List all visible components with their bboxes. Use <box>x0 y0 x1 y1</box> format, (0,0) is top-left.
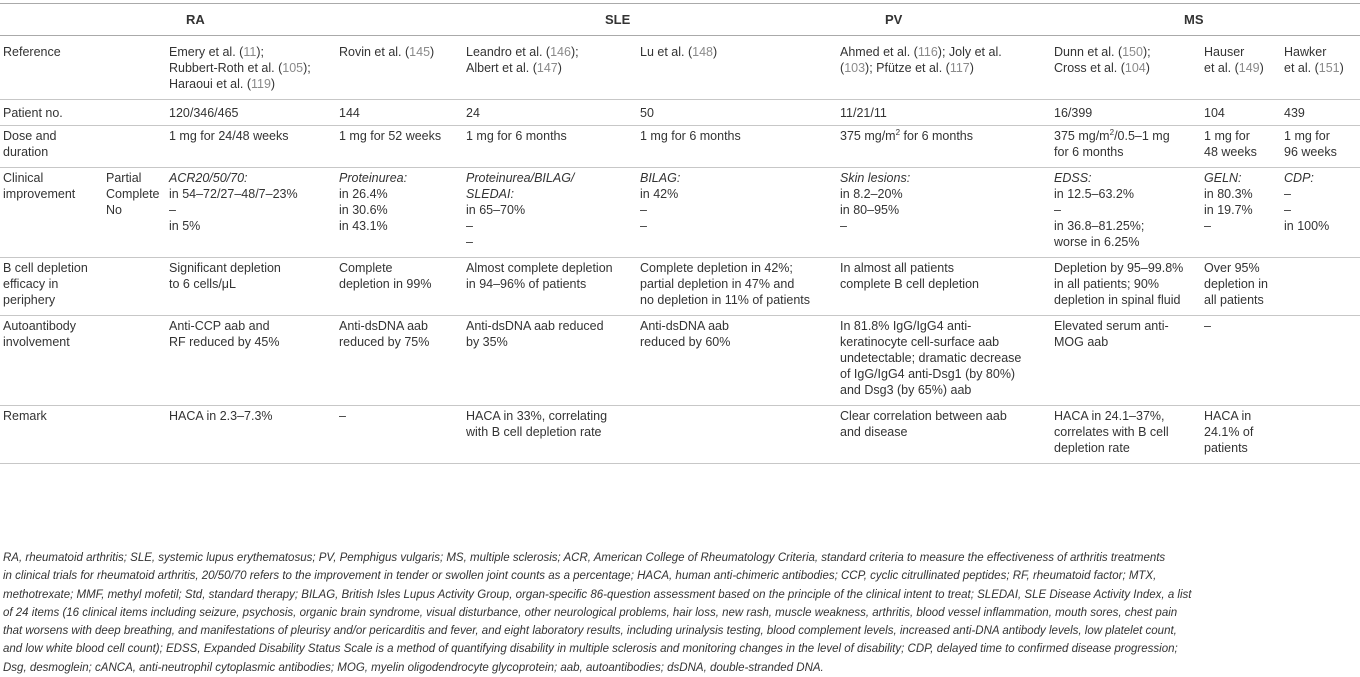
ra-ref-2: Rovin et al. (145) <box>339 45 435 59</box>
ms-ref-2: Hauser et al. (149) <box>1204 45 1264 75</box>
sle-autoantibody-2: Anti-dsDNA aab reduced by 60% <box>640 319 731 349</box>
ra-clinical-1: ACR20/50/70: in 54–72/27–48/7–23% – in 5% <box>169 171 298 233</box>
ms-dose-2: 1 mg for 48 weeks <box>1204 129 1257 159</box>
row-label-dose: Dose and duration <box>3 129 57 159</box>
autoantibody-row <box>0 316 1360 406</box>
ms-patients-2: 104 <box>1204 106 1225 120</box>
ms-patients-3: 439 <box>1284 106 1305 120</box>
clinical-sublabels: Partial Complete No <box>106 171 160 217</box>
sle-remark-2 <box>637 406 837 464</box>
ra-depletion-1: Significant depletion to 6 cells/μL <box>169 261 281 291</box>
sle-ref-2: Lu et al. (148) <box>640 45 718 59</box>
header-row <box>0 4 1360 36</box>
header-ra: RA <box>186 12 205 27</box>
row-label-patients: Patient no. <box>3 106 63 120</box>
sle-autoantibody-1: Anti-dsDNA aab reduced by 35% <box>466 319 604 349</box>
ra-clinical-2: Proteinurea: in 26.4% in 30.6% in 43.1% <box>339 171 408 233</box>
row-label-depletion: B cell depletion efficacy in periphery <box>3 261 88 307</box>
depletion-row <box>0 258 1360 316</box>
reference-row <box>0 36 1360 100</box>
row-label-clinical: Clinical improvement <box>3 171 76 201</box>
pv-patients: 11/21/11 <box>840 106 887 120</box>
ms-depletion-1: Depletion by 95–99.8% in all patients; 90% depletion in spinal fluid <box>1054 261 1184 307</box>
row-label-autoantibody: Autoantibody involvement <box>3 319 76 349</box>
rituximab-trials-table <box>0 3 1360 464</box>
ms-remark-3 <box>1281 406 1360 464</box>
ms-autoantibody-2: – <box>1204 319 1211 333</box>
pv-autoantibody: In 81.8% IgG/IgG4 anti- keratinocyte cell-surface aab undetectable; dramatic decrease of IgG/IgG4 anti-Dsg1 (by 80%) and Dsg3 (by 65%) aab <box>840 319 1022 397</box>
remark-row <box>0 406 1360 464</box>
ms-remark-1: HACA in 24.1–37%, correlates with B cell depletion rate <box>1054 409 1169 455</box>
header-pv: PV <box>885 12 903 27</box>
patients-row <box>0 100 1360 126</box>
sle-dose-2: 1 mg for 6 months <box>640 129 741 143</box>
row-label-reference: Reference <box>3 45 61 59</box>
pv-dose: 375 $mg/m^2$ for 6 months <box>840 127 974 143</box>
sle-depletion-1: Almost complete depletion in 94–96% of patients <box>466 261 613 291</box>
pv-clinical: Skin lesions: in 8.2–20% in 80–95% – <box>840 171 911 233</box>
dose-row <box>0 126 1360 168</box>
sle-depletion-2: Complete depletion in 42%; partial depletion in 47% and no depletion in 11% of patients <box>640 261 811 307</box>
pv-ref: Ahmed et al. (116); Joly et al. (103); Pfütze et al. (117) <box>840 45 1002 75</box>
sle-remark-1: HACA in 33%, correlating with B cell depletion rate <box>466 409 608 439</box>
ra-depletion-2: Complete depletion in 99% <box>339 261 432 291</box>
sle-clinical-2: BILAG: in 42% – – <box>640 171 681 233</box>
pv-depletion: In almost all patients complete B cell depletion <box>840 261 979 291</box>
clinical-row <box>0 168 1360 258</box>
sle-ref-1: Leandro et al. (146); Albert et al. (147) <box>466 45 579 75</box>
ms-depletion-3 <box>1281 258 1360 316</box>
row-label-remark: Remark <box>3 409 47 423</box>
table-footnote: RA, rheumatoid arthritis; SLE, systemic lupus erythematosus; PV, Pemphigus vulgaris; MS, multiple sclerosis; ACR, American College of Rheumatology Criteria, standard criteria to measure the effectiveness of arthritis treatments in clinical trials for rheumatoid arthritis, 20/50/70 refers to the improvement in tender or swollen joint counts as a percentage; HACA, human anti-chimeric antibodies; CCP, cyclic citrullinated peptides; RF, rheumatoid factor; MTX, methotrexate; MMF, methyl mofetil; Std, standard therapy; BILAG, British Isles Lupus Activity Group, organ-specific 86-question assessment based on the principle of the clinical intent to treat; SLEDAI, SLE Disease Activity Index, a list of 24 items (16 clinical items including seizure, psychosis, organic brain syndrome, visual disturbance, other neurological problems, hair loss, new rash, muscle weakness, arthritis, blood vessel inflammation, mouth sores, chest pain that worsens with deep breathing, and manifestations of pleurisy and/or pericarditis and fever, and eight laboratory results, including urinalysis testing, blood complement levels, increased anti-DNA antibody levels, low platelet count, and low white blood cell count); EDSS, Expanded Disability Status Scale is a method of quantifying disability in multiple sclerosis and monitoring changes in the level of disability; CDP, delayed time to confirmed disease progression; Dsg, desmoglein; cANCA, anti-neutrophil cytoplasmic antibodies; MOG, myelin oligodendrocyte glycoprotein; aab, autoantibodies; dsDNA, double-stranded DNA. <box>3 552 1192 674</box>
sle-patients-1: 24 <box>466 106 480 120</box>
ms-autoantibody-3 <box>1281 316 1360 406</box>
ms-clinical-2: GELN: in 80.3% in 19.7% – <box>1204 171 1253 233</box>
ra-dose-1: 1 mg for 24/48 weeks <box>169 129 289 143</box>
ra-autoantibody-1: Anti-CCP aab and RF reduced by 45% <box>169 319 280 349</box>
ms-depletion-2: Over 95% depletion in all patients <box>1204 261 1268 307</box>
ra-patients-2: 144 <box>339 106 360 120</box>
ms-autoantibody-1: Elevated serum anti- MOG aab <box>1054 319 1169 349</box>
sle-clinical-1: Proteinurea/BILAG/ SLEDAI: in 65–70% – – <box>466 171 575 249</box>
header-ms: MS <box>1184 12 1204 27</box>
ms-ref-1: Dunn et al. (150); Cross et al. (104) <box>1054 45 1151 75</box>
ra-remark-2: – <box>339 409 346 423</box>
ra-ref-1: Emery et al. (11); Rubbert-Roth et al. (105); Haraoui et al. (119) <box>169 45 311 91</box>
ms-clinical-1: EDSS: in 12.5–63.2% – in 36.8–81.25%; worse in 6.25% <box>1054 171 1145 249</box>
header-sle: SLE <box>605 12 631 27</box>
ms-remark-2: HACA in 24.1% of patients <box>1204 409 1254 455</box>
sle-patients-2: 50 <box>640 106 654 120</box>
ra-autoantibody-2: Anti-dsDNA aab reduced by 75% <box>339 319 430 349</box>
ms-dose-1: 375 $mg/m^2/0.5-1$ mg for 6 months <box>1054 127 1170 159</box>
ra-patients-1: 120/346/465 <box>169 106 239 120</box>
ra-dose-2: 1 mg for 52 weeks <box>339 129 442 143</box>
ms-ref-3: Hawker et al. (151) <box>1284 45 1344 75</box>
pv-remark: Clear correlation between aab and disease <box>840 409 1007 439</box>
ra-remark-1: HACA in 2.3–7.3% <box>169 409 273 423</box>
sle-dose-1: 1 mg for 6 months <box>466 129 567 143</box>
ms-patients-1: 16/399 <box>1054 106 1093 120</box>
ms-clinical-3: CDP: – – in 100% <box>1284 171 1330 233</box>
ms-dose-3: 1 mg for 96 weeks <box>1284 129 1337 159</box>
